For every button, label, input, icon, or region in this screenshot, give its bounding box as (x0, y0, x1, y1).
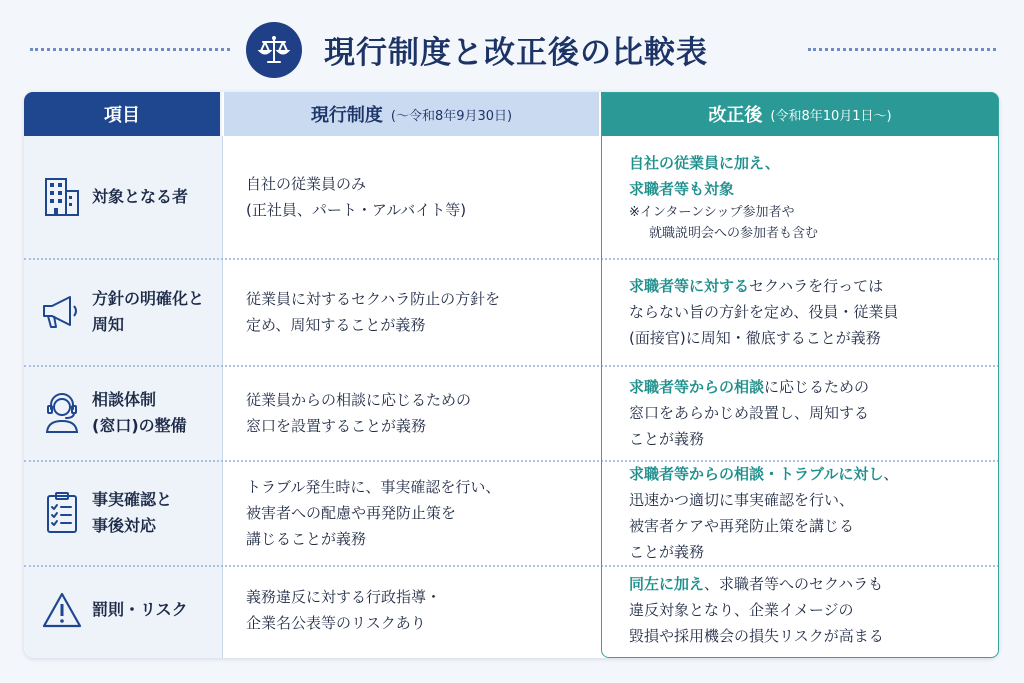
header-item-label: 項目 (104, 105, 140, 126)
scales-icon (246, 22, 302, 78)
page-title: 現行制度と改正後の比較表 (324, 35, 708, 71)
item-label: 対象となる者 (92, 187, 189, 206)
item-label: 相談体制 (窓口)の整備 (92, 389, 187, 435)
header-dots-right (808, 48, 996, 51)
header-current-label: 現行制度 (310, 105, 383, 126)
headset-icon (32, 391, 92, 435)
clipboard-check-icon (32, 490, 92, 536)
revised-column-frame (601, 92, 999, 658)
table-row-item (24, 460, 222, 565)
megaphone-icon (32, 292, 92, 332)
table-row-item (24, 565, 222, 655)
warning-icon (32, 591, 92, 629)
table-row-revised: 求職者等からの相談・トラブルに対し、 迅速かつ適切に事実確認を行い、 被害者ケアや再発防止策を講じる ことが義務 (629, 464, 899, 561)
table-row-revised: 求職者等に対するセクハラを行っては ならない旨の方針を定め、役員・従業員 (面接官)に周知・徹底することが義務 (629, 276, 899, 347)
header-dots-left (30, 48, 230, 51)
header-revised-period: (令和8年10月1日〜) (770, 108, 892, 124)
table-row-current: トラブル発生時に、事実確認を行い、 被害者への配慮や再発防止策を 講じることが義務 (246, 477, 501, 548)
table-row-current: 自社の従業員のみ (正社員、パート・アルバイト等) (246, 175, 467, 219)
header-revised-label: 改正後 (708, 105, 763, 126)
header (0, 18, 1024, 80)
table-row-item (24, 365, 222, 460)
column-divider (222, 136, 223, 658)
header-current (224, 92, 599, 136)
table-row-revised: 同左に加え、求職者等へのセクハラも 違反対象となり、企業イメージの 毀損や採用機会の損失リスクが高まる (629, 575, 884, 645)
building-icon (32, 175, 92, 219)
comparison-table (24, 92, 999, 658)
table-row-revised: 求職者等からの相談に応じるための 窓口をあらかじめ設置し、周知する ことが義務 (629, 377, 870, 448)
table-row-current: 従業員からの相談に応じるための 窓口を設置することが義務 (246, 390, 472, 435)
header-item (24, 92, 220, 136)
table-row-item (24, 136, 222, 258)
item-label: 罰則・リスク (92, 600, 188, 619)
table-row-current: 義務違反に対する行政指導・ 企業名公表等のリスクあり (246, 588, 442, 632)
header-current-period: (〜令和8年9月30日) (390, 108, 513, 124)
table-row-current: 従業員に対するセクハラ防止の方針を 定め、周知することが義務 (246, 289, 501, 334)
table-row-item (24, 258, 222, 365)
item-label: 事実確認と 事後対応 (92, 489, 173, 535)
table-row-revised: 自社の従業員に加え、 求職者等も対象 ※インターンシップ参加者や 就職説明会への参加者も含む (629, 154, 819, 241)
item-label: 方針の明確化と 周知 (92, 288, 205, 334)
